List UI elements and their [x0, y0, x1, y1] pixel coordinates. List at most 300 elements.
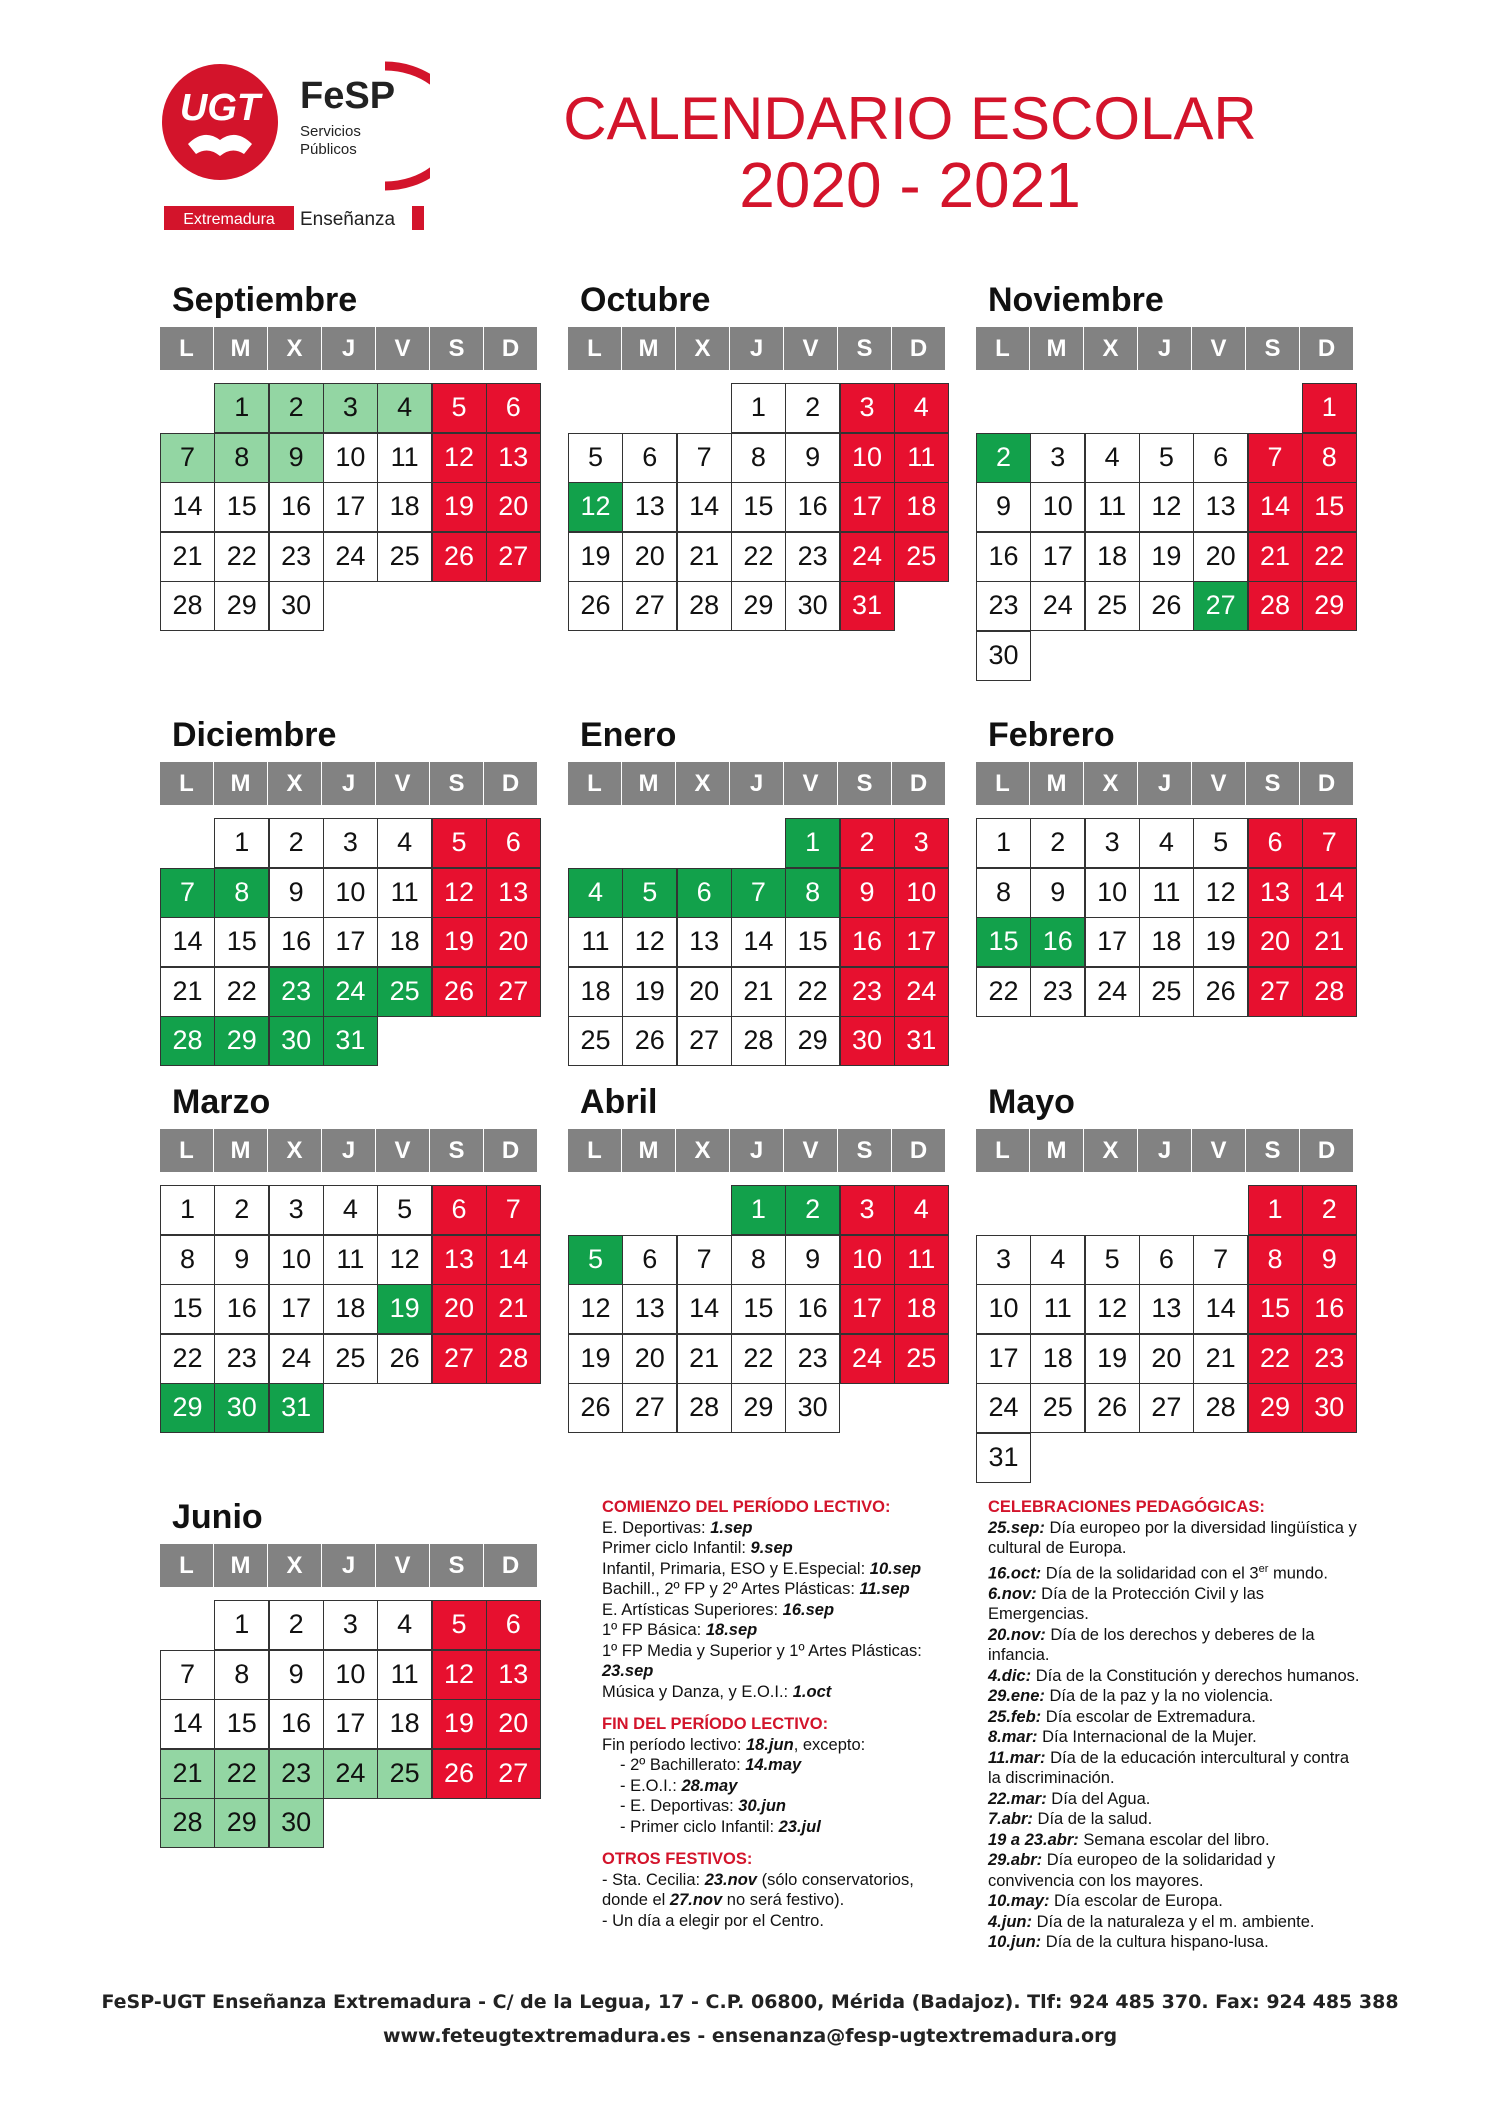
day-cell: 6 [1139, 1235, 1194, 1285]
day-cell: 13 [622, 1284, 677, 1334]
day-cell: 18 [1030, 1334, 1085, 1384]
day-cell: 23 [976, 581, 1031, 631]
day-cell: 25 [1139, 967, 1194, 1017]
weekday-label: X [676, 327, 730, 370]
day-cell: 14 [677, 482, 732, 532]
otros-title: OTROS FESTIVOS: [602, 1850, 753, 1868]
month-name: Mayo [988, 1083, 1075, 1121]
day-cell: 15 [976, 917, 1031, 967]
day-cell: 21 [1248, 532, 1303, 582]
weekday-label: X [268, 327, 322, 370]
day-cell: 21 [731, 967, 786, 1017]
day-cell: 10 [269, 1235, 324, 1285]
day-cell: 10 [976, 1284, 1031, 1334]
day-cell: 15 [160, 1284, 215, 1334]
day-cell: 13 [1248, 868, 1303, 918]
day-cell: 18 [568, 967, 623, 1017]
day-cell: 27 [677, 1016, 732, 1066]
weekday-label: L [976, 762, 1030, 805]
celebraciones-title: CELEBRACIONES PEDAGÓGICAS: [988, 1498, 1265, 1516]
day-cell: 3 [323, 383, 378, 433]
day-cell: 1 [976, 818, 1031, 868]
day-cell: 15 [1248, 1284, 1303, 1334]
day-cell: 19 [432, 482, 487, 532]
day-cell: 22 [214, 532, 269, 582]
day-cell: 17 [1030, 532, 1085, 582]
day-cell: 27 [622, 1383, 677, 1433]
day-cell: 7 [677, 1235, 732, 1285]
day-cell: 29 [785, 1016, 840, 1066]
day-cell: 25 [568, 1016, 623, 1066]
day-cell: 17 [894, 917, 949, 967]
day-cell: 12 [1193, 868, 1248, 918]
day-cell: 4 [894, 383, 949, 433]
day-cell: 28 [677, 581, 732, 631]
day-cell: 8 [1302, 433, 1357, 483]
day-cell: 28 [486, 1334, 541, 1384]
day-cell: 23 [269, 532, 324, 582]
day-cell: 27 [486, 967, 541, 1017]
weekday-label: S [838, 762, 892, 805]
day-cell: 20 [486, 917, 541, 967]
day-cell: 25 [1085, 581, 1140, 631]
day-cell: 14 [1248, 482, 1303, 532]
day-cell: 26 [432, 1749, 487, 1799]
svg-text:Servicios: Servicios [300, 123, 361, 140]
day-cell: 1 [160, 1185, 215, 1235]
day-cell: 24 [323, 532, 378, 582]
day-cell: 8 [731, 1235, 786, 1285]
fin-exceptions [602, 1755, 962, 1837]
day-cell: 5 [377, 1185, 432, 1235]
month-name: Noviembre [988, 281, 1164, 319]
day-cell: 4 [1030, 1235, 1085, 1285]
day-cell: 2 [1030, 818, 1085, 868]
celebracion-item: 25.sep: Día europeo por la diversidad lingüística y cultural de Europa. [988, 1518, 1357, 1557]
day-cell: 19 [432, 917, 487, 967]
day-cell: 22 [785, 967, 840, 1017]
weekday-label: M [622, 1129, 676, 1172]
weekday-label: D [892, 327, 946, 370]
weekday-label: L [976, 1129, 1030, 1172]
day-cell: 12 [432, 433, 487, 483]
day-cell: 10 [323, 1650, 378, 1700]
celebracion-item: 4.jun: Día de la naturaleza y el m. ambiente. [988, 1912, 1315, 1931]
day-cell: 15 [214, 482, 269, 532]
day-cell: 26 [1085, 1383, 1140, 1433]
day-cell: 15 [731, 1284, 786, 1334]
month-name: Diciembre [172, 716, 337, 754]
weekday-label: L [160, 327, 214, 370]
day-cell: 19 [432, 1699, 487, 1749]
day-cell: 16 [269, 482, 324, 532]
day-cell: 14 [160, 482, 215, 532]
day-cell: 6 [486, 383, 541, 433]
weekday-label: V [784, 327, 838, 370]
weekday-label: M [214, 762, 268, 805]
day-cell: 28 [160, 581, 215, 631]
day-cell: 16 [785, 482, 840, 532]
day-cell: 9 [269, 868, 324, 918]
day-cell: 1 [1302, 383, 1357, 433]
weekday-label: L [568, 327, 622, 370]
day-cell: 20 [677, 967, 732, 1017]
day-cell: 6 [677, 868, 732, 918]
day-cell: 29 [214, 581, 269, 631]
day-cell: 19 [1085, 1334, 1140, 1384]
day-cell: 20 [486, 1699, 541, 1749]
day-cell: 6 [432, 1185, 487, 1235]
day-cell: 18 [894, 482, 949, 532]
weekday-header [160, 327, 538, 370]
day-cell: 7 [731, 868, 786, 918]
day-cell: 3 [323, 1600, 378, 1650]
day-cell: 27 [486, 1749, 541, 1799]
day-cell: 9 [214, 1235, 269, 1285]
weekday-label: S [1246, 327, 1300, 370]
day-cell: 11 [568, 917, 623, 967]
day-cell: 28 [1193, 1383, 1248, 1433]
day-cell: 29 [214, 1798, 269, 1848]
weekday-header [160, 1544, 538, 1587]
day-cell: 3 [323, 818, 378, 868]
day-cell: 4 [377, 818, 432, 868]
day-cell: 18 [377, 1699, 432, 1749]
day-cell: 25 [377, 967, 432, 1017]
day-cell: 2 [269, 1600, 324, 1650]
day-cell: 26 [432, 532, 487, 582]
day-cell: 26 [1139, 581, 1194, 631]
day-cell: 16 [269, 1699, 324, 1749]
weekday-label: V [376, 762, 430, 805]
day-cell: 7 [1248, 433, 1303, 483]
day-cell: 26 [1193, 967, 1248, 1017]
day-cell: 30 [785, 581, 840, 631]
day-cell: 6 [486, 818, 541, 868]
weekday-label: V [376, 1129, 430, 1172]
footer-contact: www.feteugtextremadura.es - ensenanza@fesp-ugtextremadura.org [382, 2025, 1118, 2047]
celebracion-item: 10.jun: Día de la cultura hispano-lusa. [988, 1933, 1269, 1951]
day-cell: 7 [1302, 818, 1357, 868]
day-cell: 27 [1139, 1383, 1194, 1433]
day-cell: 14 [160, 1699, 215, 1749]
day-cell: 28 [677, 1383, 732, 1433]
day-cell: 12 [622, 917, 677, 967]
comienzo-item: Música y Danza, y E.O.I.: 1.oct [602, 1682, 832, 1701]
day-cell: 30 [214, 1383, 269, 1433]
day-cell: 1 [1248, 1185, 1303, 1235]
weekday-label: V [784, 762, 838, 805]
day-cell: 9 [976, 482, 1031, 532]
day-cell: 29 [731, 1383, 786, 1433]
day-cell: 20 [1193, 532, 1248, 582]
weekday-header [568, 762, 946, 805]
day-cell: 5 [432, 383, 487, 433]
weekday-label: X [1084, 327, 1138, 370]
day-cell: 21 [160, 532, 215, 582]
day-cell: 23 [269, 1749, 324, 1799]
day-cell: 8 [976, 868, 1031, 918]
day-cell: 17 [323, 482, 378, 532]
day-cell: 25 [1030, 1383, 1085, 1433]
weekday-label: J [322, 1544, 376, 1587]
day-cell: 13 [486, 1650, 541, 1700]
day-cell: 19 [377, 1284, 432, 1334]
day-cell: 13 [622, 482, 677, 532]
day-cell: 2 [840, 818, 895, 868]
weekday-label: S [430, 762, 484, 805]
day-cell: 26 [568, 1383, 623, 1433]
day-cell: 13 [432, 1235, 487, 1285]
weekday-label: S [430, 327, 484, 370]
day-cell: 14 [1302, 868, 1357, 918]
comienzo-item: 1º FP Básica: 18.sep [602, 1621, 758, 1639]
day-cell: 27 [1193, 581, 1248, 631]
day-cell: 14 [160, 917, 215, 967]
weekday-label: X [1084, 1129, 1138, 1172]
celebracion-item: 16.oct: Día de la solidaridad con el 3er mundo. [988, 1562, 1328, 1582]
day-cell: 24 [269, 1334, 324, 1384]
weekday-label: M [214, 1129, 268, 1172]
weekday-header [160, 762, 538, 805]
day-cell: 1 [214, 1600, 269, 1650]
day-cell: 17 [269, 1284, 324, 1334]
weekday-label: J [1138, 762, 1192, 805]
comienzo-item: Bachill., 2º FP y 2º Artes Plásticas: 11.sep [602, 1580, 910, 1598]
day-cell: 27 [486, 532, 541, 582]
day-cell: 11 [894, 1235, 949, 1285]
day-cell: 23 [840, 967, 895, 1017]
month-name: Febrero [988, 716, 1115, 754]
day-cell: 3 [894, 818, 949, 868]
weekday-header [568, 1129, 946, 1172]
day-cell: 6 [1193, 433, 1248, 483]
day-cell: 19 [622, 967, 677, 1017]
day-cell: 24 [894, 967, 949, 1017]
weekday-label: J [322, 1129, 376, 1172]
day-cell: 16 [1302, 1284, 1357, 1334]
day-cell: 14 [731, 917, 786, 967]
day-cell: 12 [1139, 482, 1194, 532]
day-cell: 4 [568, 868, 623, 918]
weekday-label: D [1300, 327, 1354, 370]
month-name: Octubre [580, 281, 711, 319]
day-cell: 26 [622, 1016, 677, 1066]
day-cell: 13 [486, 868, 541, 918]
day-cell: 29 [1302, 581, 1357, 631]
day-cell: 27 [622, 581, 677, 631]
weekday-label: J [322, 762, 376, 805]
day-cell: 22 [976, 967, 1031, 1017]
day-cell: 5 [1139, 433, 1194, 483]
weekday-label: V [376, 1544, 430, 1587]
day-cell: 21 [160, 1749, 215, 1799]
weekday-label: D [1300, 762, 1354, 805]
title-line1: CALENDARIO ESCOLAR [563, 85, 1257, 152]
day-cell: 18 [1139, 917, 1194, 967]
day-cell: 11 [377, 868, 432, 918]
logo-brand: UGT [179, 87, 261, 129]
day-cell: 9 [840, 868, 895, 918]
logo-sector: Enseñanza [300, 209, 396, 230]
celebraciones-list [988, 1518, 1363, 1953]
day-cell: 17 [976, 1334, 1031, 1384]
day-cell: 1 [214, 818, 269, 868]
day-cell: 24 [840, 1334, 895, 1384]
day-cell: 18 [377, 482, 432, 532]
weekday-header [568, 327, 946, 370]
day-cell: 1 [214, 383, 269, 433]
day-cell: 22 [1248, 1334, 1303, 1384]
comienzo-item: E. Artísticas Superiores: 16.sep [602, 1600, 835, 1619]
day-cell: 24 [1085, 967, 1140, 1017]
weekday-label: L [160, 1129, 214, 1172]
logo-region: Extremadura [183, 211, 275, 228]
day-cell: 3 [840, 1185, 895, 1235]
day-cell: 7 [160, 1650, 215, 1700]
day-cell: 13 [677, 917, 732, 967]
day-cell: 5 [432, 1600, 487, 1650]
weekday-label: D [484, 1544, 538, 1587]
day-cell: 22 [731, 532, 786, 582]
day-cell: 3 [1085, 818, 1140, 868]
day-cell: 12 [432, 1650, 487, 1700]
comienzo-item: E. Deportivas: 1.sep [602, 1518, 753, 1537]
celebracion-item: 7.abr: Día de la salud. [988, 1810, 1153, 1828]
weekday-label: L [568, 1129, 622, 1172]
weekday-label: S [1246, 762, 1300, 805]
weekday-header [160, 1129, 538, 1172]
day-cell: 3 [269, 1185, 324, 1235]
day-cell: 12 [432, 868, 487, 918]
weekday-header [976, 327, 1354, 370]
day-cell: 20 [432, 1284, 487, 1334]
day-cell: 10 [323, 868, 378, 918]
day-cell: 30 [1302, 1383, 1357, 1433]
day-cell: 6 [1248, 818, 1303, 868]
day-cell: 10 [1085, 868, 1140, 918]
day-cell: 11 [894, 433, 949, 483]
day-cell: 12 [568, 1284, 623, 1334]
day-cell: 31 [323, 1016, 378, 1066]
day-cell: 30 [269, 1016, 324, 1066]
day-cell: 12 [1085, 1284, 1140, 1334]
day-cell: 22 [160, 1334, 215, 1384]
weekday-label: X [268, 1129, 322, 1172]
day-cell: 3 [1030, 433, 1085, 483]
day-cell: 5 [1193, 818, 1248, 868]
day-cell: 21 [1302, 917, 1357, 967]
day-cell: 24 [1030, 581, 1085, 631]
day-cell: 16 [1030, 917, 1085, 967]
day-cell: 8 [214, 868, 269, 918]
day-cell: 14 [486, 1235, 541, 1285]
day-cell: 13 [486, 433, 541, 483]
day-cell: 24 [323, 967, 378, 1017]
day-cell: 17 [1085, 917, 1140, 967]
day-cell: 13 [1193, 482, 1248, 532]
fin-title: FIN DEL PERÍODO LECTIVO: [602, 1715, 829, 1733]
day-cell: 20 [1248, 917, 1303, 967]
day-cell: 3 [976, 1235, 1031, 1285]
day-cell: 6 [622, 433, 677, 483]
otros-item-2: - Un día a elegir por el Centro. [602, 1911, 824, 1930]
day-cell: 15 [785, 917, 840, 967]
weekday-label: D [892, 762, 946, 805]
day-cell: 6 [622, 1235, 677, 1285]
day-cell: 8 [214, 433, 269, 483]
month-name: Junio [172, 1498, 263, 1536]
day-cell: 10 [894, 868, 949, 918]
day-cell: 31 [894, 1016, 949, 1066]
day-cell: 28 [1248, 581, 1303, 631]
day-cell: 31 [976, 1433, 1031, 1483]
day-cell: 11 [1085, 482, 1140, 532]
day-cell: 19 [568, 1334, 623, 1384]
day-cell: 22 [214, 1749, 269, 1799]
day-cell: 25 [894, 1334, 949, 1384]
day-cell: 1 [731, 1185, 786, 1235]
weekday-label: V [1192, 327, 1246, 370]
day-cell: 9 [785, 433, 840, 483]
weekday-label: J [730, 1129, 784, 1172]
day-cell: 25 [377, 1749, 432, 1799]
celebracion-item: 29.abr: Día europeo de la solidaridad y convivencia con los mayores. [988, 1851, 1276, 1890]
day-cell: 26 [432, 967, 487, 1017]
celebracion-item: 29.ene: Día de la paz y la no violencia. [988, 1687, 1274, 1705]
weekday-label: J [730, 327, 784, 370]
comienzo-item: Infantil, Primaria, ESO y E.Especial: 10.sep [602, 1559, 922, 1578]
day-cell: 20 [622, 1334, 677, 1384]
weekday-label: V [1192, 1129, 1246, 1172]
day-cell: 25 [377, 532, 432, 582]
weekday-label: M [214, 327, 268, 370]
day-cell: 21 [160, 967, 215, 1017]
day-cell: 23 [214, 1334, 269, 1384]
day-cell: 2 [785, 1185, 840, 1235]
celebracion-item: 25.feb: Día escolar de Extremadura. [988, 1707, 1256, 1726]
day-cell: 29 [160, 1383, 215, 1433]
day-cell: 24 [323, 1749, 378, 1799]
weekday-label: S [1246, 1129, 1300, 1172]
day-cell: 23 [785, 1334, 840, 1384]
day-cell: 1 [785, 818, 840, 868]
fin-main: Fin período lectivo: 18.jun, excepto: [602, 1735, 866, 1754]
day-cell: 7 [1193, 1235, 1248, 1285]
day-cell: 15 [214, 1699, 269, 1749]
day-cell: 15 [1302, 482, 1357, 532]
day-cell: 11 [377, 433, 432, 483]
day-cell: 8 [731, 433, 786, 483]
day-cell: 28 [160, 1798, 215, 1848]
day-cell: 20 [622, 532, 677, 582]
day-cell: 3 [840, 383, 895, 433]
day-cell: 30 [840, 1016, 895, 1066]
weekday-label: D [484, 1129, 538, 1172]
day-cell: 29 [731, 581, 786, 631]
fin-item: - 2º Bachillerato: 14.may [620, 1756, 802, 1774]
weekday-label: X [1084, 762, 1138, 805]
day-cell: 10 [323, 433, 378, 483]
day-cell: 24 [976, 1383, 1031, 1433]
day-cell: 2 [269, 818, 324, 868]
day-cell: 29 [214, 1016, 269, 1066]
weekday-label: S [430, 1544, 484, 1587]
day-cell: 10 [1030, 482, 1085, 532]
day-cell: 22 [214, 967, 269, 1017]
day-cell: 19 [568, 532, 623, 582]
month-name: Marzo [172, 1083, 271, 1121]
